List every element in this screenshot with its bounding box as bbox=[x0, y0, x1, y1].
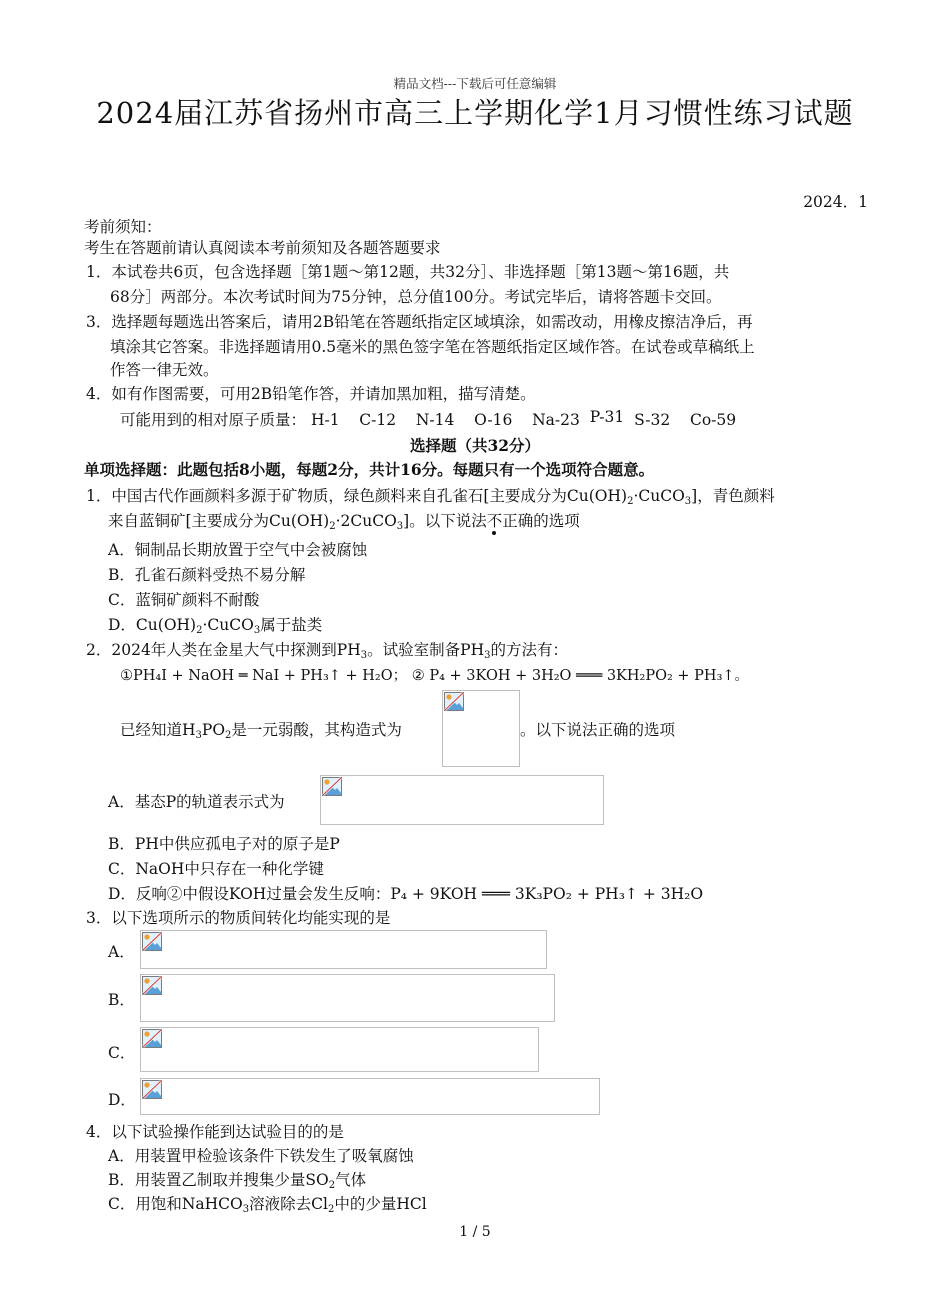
q4-text: 中的少量HCl bbox=[334, 1195, 427, 1213]
q3-option-b-image bbox=[140, 974, 555, 1022]
q2-text: 的方法有： bbox=[490, 641, 568, 659]
orbital-diagram-placeholder bbox=[320, 775, 604, 825]
atomic-mass-o: O-16 bbox=[474, 411, 513, 429]
q2-equations: ①PH₄I + NaOH ═ NaI + PH₃↑ + H₂O； ② P₄ + 3KOH + 3H₂O ═══ 3KH₂PO₂ + PH₃↑。 bbox=[120, 668, 750, 684]
atomic-mass-h: H-1 bbox=[310, 411, 340, 429]
q4-text: 溶液除去Cl bbox=[249, 1195, 328, 1213]
q2-option-a: A．基态P的轨道表示式为 bbox=[108, 793, 285, 811]
q2-text: 2．2024年人类在金星大气中探测到PH bbox=[86, 641, 361, 659]
atomic-mass-co: Co-59 bbox=[689, 411, 737, 429]
notice-item-4: 4．如有作图需要，可用2B铅笔作答，并请加黑加粗，描写清楚。 bbox=[86, 385, 536, 403]
q1-text: ·2CuCO bbox=[335, 512, 397, 530]
q3-option-c-image bbox=[140, 1027, 539, 1072]
structure-image-placeholder bbox=[442, 690, 520, 767]
q4-text: 气体 bbox=[335, 1171, 367, 1189]
q2-text: 已经知道H bbox=[120, 721, 196, 739]
q1-option-a: A．铜制品长期放置于空气中会被腐蚀 bbox=[108, 541, 368, 559]
notice-item-3-line-2: 填涂其它答案。非选择题请用0.5毫米的黑色签字笔在答题纸指定区域作答。在试卷或草稿纸上 bbox=[110, 338, 755, 356]
atomic-masses-line bbox=[120, 410, 736, 430]
q3-option-c-label: C． bbox=[108, 1044, 136, 1062]
broken-image-icon bbox=[322, 777, 342, 796]
q1-text: 属于盐类 bbox=[260, 616, 323, 634]
q1-text: ·CuCO bbox=[202, 616, 254, 634]
notice-heading: 考前须知： bbox=[84, 218, 162, 236]
q2-stem-line-3b: 。以下说法正确的选项 bbox=[520, 721, 676, 739]
q1-text: 来自蓝铜矿[主要成分为Cu(OH) bbox=[108, 512, 330, 530]
q2-text: PO bbox=[201, 721, 226, 739]
section-instruction: 单项选择题：此题包括8小题，每题2分，共计16分。每题只有一个选项符合题意。 bbox=[84, 460, 655, 479]
q1-text: 1．中国古代作画颜料多源于矿物质，绿色颜料来自孔雀石[主要成分为Cu(OH) bbox=[86, 487, 628, 505]
q4-option-b: B．用装置乙制取并搜集少量$SO_2$气体 bbox=[108, 1171, 367, 1191]
q1-text: D．Cu(OH) bbox=[108, 616, 197, 634]
atomic-mass-na: Na-23 bbox=[532, 411, 580, 429]
q3-option-a-label: A． bbox=[108, 943, 135, 961]
q1-option-b: B．孔雀石颜料受热不易分解 bbox=[108, 566, 306, 584]
header-note: 精品文档---下载后可任意编辑 bbox=[393, 76, 557, 91]
q2-text: 是一元弱酸，其构造式为 bbox=[231, 721, 402, 739]
notice-item-1-line-2: 68分］两部分。本次考试时间为75分钟，总分值100分。考试完毕后，请将答题卡交回。 bbox=[110, 288, 722, 306]
atomic-masses-label: 可能用到的相对原子质量： bbox=[120, 411, 307, 429]
atomic-mass-n: N-14 bbox=[415, 411, 455, 429]
broken-image-icon bbox=[142, 932, 162, 951]
q4-stem: 4．以下试验操作能到达试验目的的是 bbox=[86, 1123, 344, 1141]
q2-stem-line-1: 2．2024年人类在金星大气中探测到$PH_3$。试验室制备$PH_3$的方法有： bbox=[86, 641, 568, 661]
q1-stem-line-2: 来自蓝铜矿[主要成分为$Cu(OH)_2\cdot 2CuCO_3$]。以下说法不正确的选项 bbox=[108, 512, 580, 532]
q4-option-a: A．用装置甲检验该条件下铁发生了吸氧腐蚀 bbox=[108, 1147, 414, 1165]
section-title: 选择题（共32分） bbox=[409, 436, 541, 455]
q2-stem-line-3a: 已经知道$H_3PO_2$是一元弱酸，其构造式为 bbox=[120, 721, 402, 741]
q1-text: ·CuCO bbox=[633, 487, 685, 505]
atomic-mass-c: C-12 bbox=[359, 411, 397, 429]
atomic-mass-s: S-32 bbox=[634, 411, 671, 429]
q1-text: 正确的选项 bbox=[502, 512, 580, 530]
notice-item-3-line-1: 3．选择题每题选出答案后，请用2B铅笔在答题纸指定区域填涂，如需改动，用橡皮擦洁净后，再 bbox=[86, 313, 753, 331]
notice-intro: 考生在答题前请认真阅读本考前须知及各题答题要求 bbox=[84, 239, 441, 257]
broken-image-icon bbox=[142, 1029, 162, 1048]
q2-text: 。试验室制备PH bbox=[367, 641, 485, 659]
broken-image-icon bbox=[142, 976, 162, 995]
page-number: 1 / 5 bbox=[459, 1224, 491, 1240]
q1-text: ]。以下说法 bbox=[403, 512, 487, 530]
q2-option-d: D．反响②中假设KOH过量会发生反响：P₄ + 9KOH ═══ 3K₃PO₂ + PH₃↑ + 3H₂O bbox=[108, 885, 704, 903]
notice-item-1-line-1: 1．本试卷共6页，包含选择题［第1题～第12题，共32分］、非选择题［第13题～第16题，共 bbox=[86, 263, 730, 281]
page-title: 2024届江苏省扬州市高三上学期化学1月习惯性练习试题 bbox=[96, 96, 854, 130]
notice-item-3-line-3: 作答一律无效。 bbox=[110, 361, 219, 379]
q1-text: ]，青色颜料 bbox=[691, 487, 775, 505]
exam-date: 2024．1 bbox=[803, 193, 868, 211]
broken-image-icon bbox=[142, 1080, 162, 1099]
q1-option-d: D．$Cu(OH)_2\cdot CuCO_3$属于盐类 bbox=[108, 616, 323, 636]
q1-emphasis-not: 不 bbox=[486, 512, 503, 530]
q3-option-b-label: B． bbox=[108, 991, 135, 1009]
q4-option-c: C．用饱和NaHCO$_3$溶液除去$Cl_2$中的少量HCl bbox=[108, 1195, 427, 1215]
q3-option-a-image bbox=[140, 930, 547, 969]
q2-option-c: C．NaOH中只存在一种化学键 bbox=[108, 860, 324, 878]
q3-option-d-label: D． bbox=[108, 1091, 136, 1109]
q3-stem: 3．以下选项所示的物质间转化均能实现的是 bbox=[86, 909, 391, 927]
atomic-mass-p: P-31 bbox=[589, 408, 625, 426]
broken-image-icon bbox=[444, 692, 464, 711]
q1-stem-line-1: 1．中国古代作画颜料多源于矿物质，绿色颜料来自孔雀石[主要成分为$Cu(OH)_2\cdot CuCO_3$]，青色颜料 bbox=[86, 487, 775, 507]
q4-text: C．用饱和NaHCO bbox=[108, 1195, 243, 1213]
q2-option-b: B．PH中供应孤电子对的原子是P bbox=[108, 835, 340, 853]
q4-text: B．用装置乙制取并搜集少量SO bbox=[108, 1171, 329, 1189]
q3-option-d-image bbox=[140, 1078, 600, 1115]
q1-option-c: C．蓝铜矿颜料不耐酸 bbox=[108, 591, 260, 609]
